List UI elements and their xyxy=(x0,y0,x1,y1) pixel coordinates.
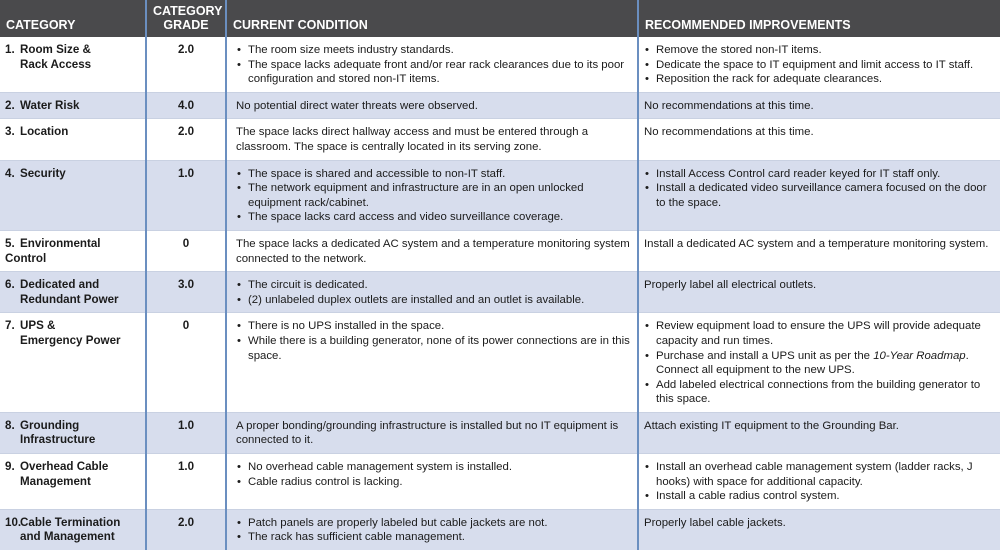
category-grade: 0 xyxy=(146,313,226,413)
category-cell xyxy=(0,272,146,313)
category-cell xyxy=(0,160,146,230)
category-grade: 1.0 xyxy=(146,160,226,230)
category-name: Dedicated and xyxy=(20,278,100,292)
category-grade: 0 xyxy=(146,230,226,271)
bullet-item: • Patch panels are properly labeled but cable jackets are not. xyxy=(236,516,631,531)
current-condition-cell-text: The space lacks direct hallway access and must be entered through a classroom. The space is centrally located in its serving zone. xyxy=(236,126,589,153)
category-grade: 4.0 xyxy=(146,92,226,119)
header-category: CATEGORY xyxy=(0,0,146,37)
recommended-improvements-cell-text: No recommendations at this time. xyxy=(644,126,814,139)
recommended-improvements-cell xyxy=(638,454,1000,510)
bullet-item: • Install a dedicated video surveillance camera focused on the door to the space. xyxy=(644,181,998,210)
category-name-line2: Emergency Power xyxy=(20,333,121,347)
table-row xyxy=(0,313,1000,413)
bullet-item: • The space is shared and accessible to non-IT staff. xyxy=(236,167,631,182)
header-grade: CATEGORY GRADE xyxy=(146,0,226,37)
bullet-item: • Install Access Control card reader keyed for IT staff only. xyxy=(644,167,998,182)
category-name: Environmental Control xyxy=(5,236,101,265)
bullet-item: • Dedicate the space to IT equipment and limit access to IT staff. xyxy=(644,58,998,73)
category-grade: 1.0 xyxy=(146,454,226,510)
table-row xyxy=(0,230,1000,271)
bullet-item: • The rack has sufficient cable management. xyxy=(236,530,631,545)
bullet-item: • The room size meets industry standards. xyxy=(236,43,631,58)
current-condition-cell-list xyxy=(236,460,631,489)
table-body xyxy=(0,37,1000,550)
recommended-improvements-cell-text: No recommendations at this time. xyxy=(644,99,814,112)
category-name: Security xyxy=(20,166,66,180)
category-name-line2: Management xyxy=(20,474,91,488)
bullet-item: • No overhead cable management system is installed. xyxy=(236,460,631,475)
category-name: Room Size & xyxy=(20,43,91,56)
current-condition-cell-list xyxy=(236,278,631,307)
bullet-item: • Cable radius control is lacking. xyxy=(236,475,631,490)
current-condition-cell xyxy=(226,454,638,510)
category-number: 4. xyxy=(5,166,15,180)
header-recommended-improvements: RECOMMENDED IMPROVEMENTS xyxy=(638,0,1000,37)
recommended-improvements-cell xyxy=(638,313,1000,413)
current-condition-cell-list xyxy=(236,319,631,363)
bullet-item: • Purchase and install a UPS unit as per the 10-Year Roadmap. Connect all equipment to the new UPS. xyxy=(644,349,998,378)
bullet-item: • Install an overhead cable management system (ladder racks, J hooks) with space for additional capacity. xyxy=(644,460,998,489)
bullet-item: • Reposition the rack for adequate clearances. xyxy=(644,72,998,87)
current-condition-cell xyxy=(226,509,638,550)
bullet-item: • Remove the stored non-IT items. xyxy=(644,43,998,58)
recommended-improvements-cell-text: Properly label cable jackets. xyxy=(644,516,786,529)
header-row xyxy=(0,0,1000,37)
category-number: 8. xyxy=(5,418,15,432)
current-condition-cell-list xyxy=(236,167,631,225)
recommended-improvements-cell-list xyxy=(644,319,998,407)
category-name-line2: Rack Access xyxy=(20,57,92,71)
current-condition-cell xyxy=(226,412,638,453)
category-name: Cable Termination xyxy=(20,515,121,529)
bullet-item: • The circuit is dedicated. xyxy=(236,278,631,293)
category-cell xyxy=(0,92,146,119)
table-row xyxy=(0,160,1000,230)
table-row xyxy=(0,272,1000,313)
category-number: 10. xyxy=(5,515,22,529)
category-grade: 2.0 xyxy=(146,119,226,160)
recommended-improvements-cell xyxy=(638,412,1000,453)
category-name-line2: Redundant Power xyxy=(20,292,119,306)
bullet-item: • The space lacks card access and video surveillance coverage. xyxy=(236,210,631,225)
category-cell xyxy=(0,313,146,413)
category-grade: 2.0 xyxy=(146,509,226,550)
recommended-improvements-cell xyxy=(638,119,1000,160)
category-name-line2: Infrastructure xyxy=(20,433,96,447)
bullet-item: • Add labeled electrical connections from the building generator to this space. xyxy=(644,378,998,407)
category-cell xyxy=(0,230,146,271)
roadmap-title: 10-Year Roadmap xyxy=(873,349,966,362)
category-cell xyxy=(0,412,146,453)
category-number: 2. xyxy=(5,98,15,112)
category-name: Water Risk xyxy=(20,98,80,112)
current-condition-cell xyxy=(226,160,638,230)
category-name: Location xyxy=(20,125,69,139)
category-grade: 2.0 xyxy=(146,37,226,92)
table-row xyxy=(0,509,1000,550)
current-condition-cell xyxy=(226,313,638,413)
recommended-improvements-cell-text: Properly label all electrical outlets. xyxy=(644,279,817,292)
category-grade: 1.0 xyxy=(146,412,226,453)
category-name-line2: and Management xyxy=(20,530,115,544)
current-condition-cell-text: No potential direct water threats were observed. xyxy=(236,99,478,112)
recommended-improvements-cell-list xyxy=(644,460,998,504)
bullet-item: • The space lacks adequate front and/or rear rack clearances due to its poor configuration and stored non-IT items. xyxy=(236,58,631,87)
bullet-item: • While there is a building generator, none of its power connections are in this space. xyxy=(236,334,631,363)
category-name: Overhead Cable xyxy=(20,460,109,474)
category-name: UPS & xyxy=(20,319,56,333)
category-cell xyxy=(0,119,146,160)
category-cell xyxy=(0,454,146,510)
category-number: 7. xyxy=(5,319,15,333)
table-row xyxy=(0,119,1000,160)
category-cell xyxy=(0,509,146,550)
category-number: 3. xyxy=(5,125,15,139)
category-number: 9. xyxy=(5,460,15,474)
recommended-improvements-cell-list xyxy=(644,43,998,87)
recommended-improvements-cell xyxy=(638,272,1000,313)
table-row xyxy=(0,454,1000,510)
recommended-improvements-cell-text: Attach existing IT equipment to the Grounding Bar. xyxy=(644,419,899,432)
table-row xyxy=(0,92,1000,119)
header-current-condition: CURRENT CONDITION xyxy=(226,0,638,37)
category-name: Grounding xyxy=(20,418,80,432)
recommended-improvements-cell-text: Install a dedicated AC system and a temperature monitoring system. xyxy=(644,237,989,250)
current-condition-cell xyxy=(226,230,638,271)
category-cell xyxy=(0,37,146,92)
current-condition-cell xyxy=(226,272,638,313)
table-row xyxy=(0,37,1000,92)
current-condition-cell-list xyxy=(236,43,631,87)
current-condition-cell-list xyxy=(236,516,631,545)
category-number: 1. xyxy=(5,43,15,56)
bullet-item: • The network equipment and infrastructure are in an open unlocked equipment rack/cabinet. xyxy=(236,181,631,210)
recommended-improvements-cell xyxy=(638,92,1000,119)
current-condition-cell xyxy=(226,92,638,119)
bullet-item: • Review equipment load to ensure the UPS will provide adequate capacity and run times. xyxy=(644,319,998,348)
recommended-improvements-cell-list xyxy=(644,167,998,211)
bullet-item: • (2) unlabeled duplex outlets are installed and an outlet is available. xyxy=(236,293,631,308)
current-condition-cell-text: A proper bonding/grounding infrastructure is installed but no IT equipment is connected to it. xyxy=(236,419,619,447)
recommended-improvements-cell xyxy=(638,230,1000,271)
bullet-item: • Install a cable radius control system. xyxy=(644,489,998,504)
table-row xyxy=(0,412,1000,453)
recommended-improvements-cell xyxy=(638,160,1000,230)
recommended-improvements-cell xyxy=(638,509,1000,550)
current-condition-cell xyxy=(226,119,638,160)
recommended-improvements-cell xyxy=(638,37,1000,92)
bullet-item: • There is no UPS installed in the space. xyxy=(236,319,631,334)
current-condition-cell xyxy=(226,37,638,92)
category-number: 6. xyxy=(5,278,15,292)
category-grade: 3.0 xyxy=(146,272,226,313)
category-number: 5. xyxy=(5,236,15,250)
current-condition-cell-text: The space lacks a dedicated AC system and a temperature monitoring system connected to the network. xyxy=(236,237,630,265)
